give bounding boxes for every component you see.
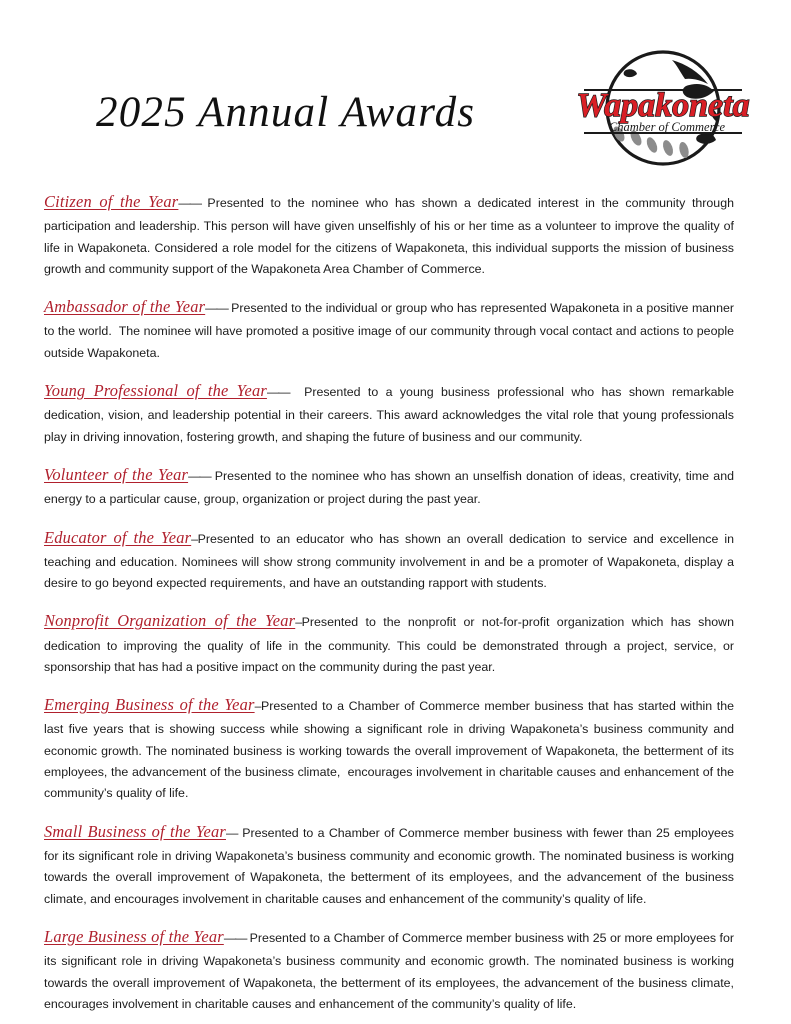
award-nonprofit-organization-of-the-year (44, 607, 738, 678)
page-title: 2025 Annual Awards (96, 89, 476, 136)
award-dash: —— (223, 930, 247, 945)
chamber-logo (568, 46, 758, 170)
logo-tagline: Chamber of Commerce (608, 120, 726, 134)
award-description: Presented to a young business professional who has shown remarkable dedication, vision, and leadership potential in their careers. This award acknowledges the vital role that young professionals play in driving innovation, fostering growth, and shaping the future of business and our community. (44, 385, 738, 444)
award-title: Large Business of the Year (44, 926, 224, 946)
award-volunteer-of-the-year (44, 461, 738, 511)
award-description: Presented to a Chamber of Commerce member business that has started within the last five years that is showing success while showing a significant role in driving Wapakoneta’s business community and economic growth. The nominated business is working towards the overall improvement of Wapakoneta, the betterment of its employees, the advancement of the business climate, encourages involvement in charitable causes and enhancement of the community’s quality of life. (44, 699, 741, 801)
award-dash: —— (266, 385, 290, 400)
award-dash: — (226, 825, 238, 840)
award-young-professional-of-the-year (44, 377, 738, 448)
logo-wordmark: Wapakoneta (576, 87, 750, 124)
award-dash: —— (205, 301, 228, 316)
award-description: Presented to a Chamber of Commerce member business with fewer than 25 employees for its significant role in driving Wapakoneta’s business community and economic growth. The nominated business is working towards the overall improvement of Wapakoneta, the betterment of its employees, and the advancement of the business climate, and encourages involvement in charitable causes and enhancement of the community’s quality of life. (44, 825, 738, 906)
award-title: Volunteer of the Year (44, 464, 189, 484)
award-dash: – (295, 615, 302, 630)
award-citizen-of-the-year (44, 188, 738, 280)
award-title: Ambassador of the Year (44, 297, 206, 317)
award-title: Small Business of the Year (44, 821, 226, 841)
award-small-business-of-the-year (44, 818, 738, 910)
document-header (0, 0, 791, 175)
award-ambassador-of-the-year (44, 293, 738, 364)
award-title: Nonprofit Organization of the Year (44, 611, 296, 631)
award-description: Presented to an educator who has shown an overall dedication to service and excellence in teaching and education. Nominees will show strong community involvement in and be a promoter of Wapakoneta, display a desire to go beyond expected requirements, and have an outstanding rapport with students. (44, 531, 738, 591)
award-dash: —— (178, 196, 201, 210)
awards-list (44, 188, 741, 1024)
award-description: Presented to the individual or group who has represented Wapakoneta in a positive manner to the world. The nominee will have promoted a positive image of our community through vocal contact and actions to people outside Wapakoneta. (44, 301, 738, 360)
award-educator-of-the-year (44, 524, 738, 595)
award-description: Presented to the nominee who has shown an unselfish donation of ideas, creativity, time and energy to a particular cause, group, organization or project during the past year. (44, 468, 738, 507)
award-title: Educator of the Year (44, 527, 192, 547)
award-title: Citizen of the Year (44, 192, 179, 211)
award-title: Young Professional of the Year (44, 381, 267, 401)
award-dash: – (254, 699, 262, 714)
award-description: Presented to a Chamber of Commerce member business with 25 or more employees for its significant role in driving Wapakoneta’s business community and economic growth. The nominated business is working towards the overall improvement of Wapakoneta, the betterment of its employees, the advancement of the business climate, encourages involvement in charitable causes and enhancement of the community’s quality of life. (44, 930, 738, 1011)
award-description: Presented to the nonprofit or not-for-profit organization which has shown dedication to improving the quality of life in the community. This could be demonstrated through a project, service, or sponsorship that has had a positive impact on the community during the past year. (44, 615, 738, 674)
award-description: Presented to the nominee who has shown a dedicated interest in the community through participation and leadership. This person will have given unselfishly of his or her time as a volunteer to improve the quality of life in Wapakoneta. Considered a role model for the citizens of Wapakoneta, this individual supports the mission of business growth and community support of the Wapakoneta Area Chamber of Commerce. (44, 196, 738, 276)
award-title: Emerging Business of the Year (44, 695, 255, 715)
award-large-business-of-the-year (44, 923, 738, 1015)
award-emerging-business-of-the-year (44, 691, 741, 805)
award-dash: – (191, 531, 198, 546)
award-dash: —— (188, 468, 211, 483)
